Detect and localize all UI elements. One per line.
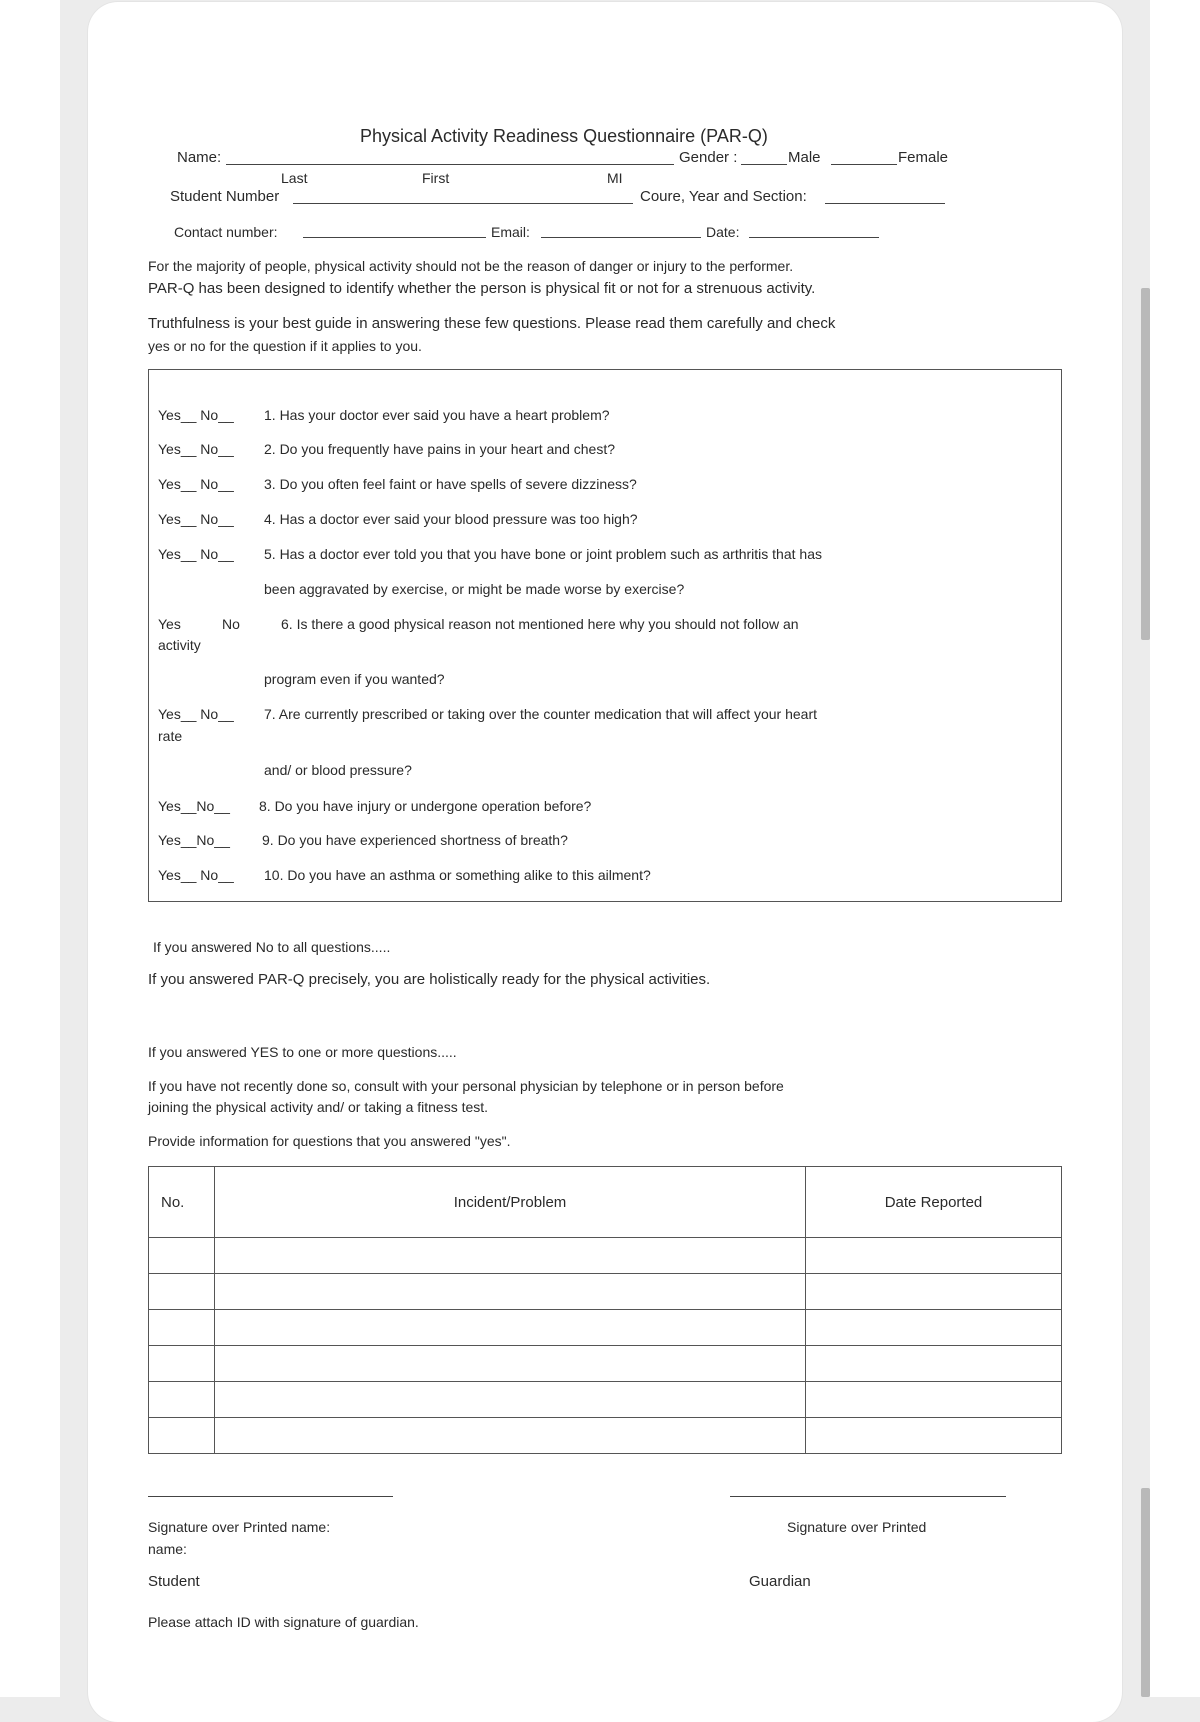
cell-no[interactable]: [149, 1310, 215, 1346]
cell-incident[interactable]: [215, 1274, 806, 1310]
date-field-line[interactable]: [749, 237, 879, 238]
q10-text: 10. Do you have an asthma or something alike to this ailment?: [264, 867, 651, 883]
q9-yes-no[interactable]: Yes__No__: [158, 832, 230, 848]
cell-no[interactable]: [149, 1238, 215, 1274]
q7-text-wrap: rate: [158, 728, 183, 744]
cell-date[interactable]: [806, 1274, 1062, 1310]
course-field-line[interactable]: [825, 203, 945, 204]
student-signature-line[interactable]: [148, 1496, 393, 1497]
cell-date[interactable]: [806, 1238, 1062, 1274]
q5-yes-no[interactable]: Yes__ No__: [158, 546, 234, 562]
scrollbar-thumb-lower[interactable]: [1141, 1488, 1150, 1697]
table-row: [149, 1382, 1062, 1418]
table-row: [149, 1238, 1062, 1274]
student-number-label: Student Number: [170, 188, 280, 205]
cell-incident[interactable]: [215, 1238, 806, 1274]
table-row: [149, 1310, 1062, 1346]
cell-date[interactable]: [806, 1310, 1062, 1346]
q5-text-continued: been aggravated by exercise, or might be made worse by exercise?: [264, 581, 685, 597]
right-margin: [1150, 0, 1200, 1697]
intro-line-2: PAR-Q has been designed to identify whether the person is physical fit or not for a strenuous activity.: [148, 280, 816, 297]
email-label: Email:: [491, 224, 530, 240]
q3-text: 3. Do you often feel faint or have spells of severe dizziness?: [264, 476, 637, 492]
cell-date[interactable]: [806, 1346, 1062, 1382]
intro-line-3: Truthfulness is your best guide in answering these few questions. Please read them carefully and check: [148, 315, 836, 332]
date-label: Date:: [706, 224, 740, 240]
cell-incident[interactable]: [215, 1346, 806, 1382]
intro-line-4: yes or no for the question if it applies to you.: [148, 338, 422, 354]
q6-no[interactable]: No: [222, 616, 240, 632]
q6-yes[interactable]: Yes: [158, 616, 181, 632]
incident-table: [148, 1166, 1062, 1454]
email-field-line[interactable]: [541, 237, 701, 238]
student-signature-label-wrap: name:: [148, 1541, 187, 1557]
form-title: Physical Activity Readiness Questionnaire (PAR-Q): [360, 126, 768, 146]
cell-no[interactable]: [149, 1418, 215, 1454]
left-margin: [0, 0, 60, 1697]
q4-yes-no[interactable]: Yes__ No__: [158, 511, 234, 527]
cell-incident[interactable]: [215, 1382, 806, 1418]
sub-label-last: Last: [281, 170, 308, 186]
guardian-role-label: Guardian: [749, 1573, 811, 1590]
yes-answers-text-2: joining the physical activity and/ or taking a fitness test.: [148, 1099, 489, 1115]
q8-yes-no[interactable]: Yes__No__: [158, 798, 230, 814]
q7-text-continued: and/ or blood pressure?: [264, 762, 412, 778]
provide-info-text: Provide information for questions that you answered "yes".: [148, 1133, 511, 1149]
table-row: [149, 1346, 1062, 1382]
cell-incident[interactable]: [215, 1418, 806, 1454]
cell-date[interactable]: [806, 1382, 1062, 1418]
attach-id-note: Please attach ID with signature of guardian.: [148, 1614, 419, 1630]
incident-table-header: [149, 1167, 1062, 1238]
col-header-incident: Incident/Problem: [215, 1167, 806, 1238]
table-row: [149, 1418, 1062, 1454]
sub-label-mi: MI: [607, 170, 623, 186]
intro-line-1: For the majority of people, physical activity should not be the reason of danger or injury to the performer.: [148, 258, 794, 274]
scrollbar-thumb[interactable]: [1141, 288, 1150, 640]
q8-text: 8. Do you have injury or undergone operation before?: [259, 798, 592, 814]
q4-text: 4. Has a doctor ever said your blood pressure was too high?: [264, 511, 638, 527]
q6-text: 6. Is there a good physical reason not mentioned here why you should not follow an: [281, 616, 799, 632]
cell-incident[interactable]: [215, 1310, 806, 1346]
no-answers-text: If you answered PAR-Q precisely, you are holistically ready for the physical activities.: [148, 971, 711, 988]
student-signature-label: Signature over Printed name:: [148, 1519, 331, 1535]
cell-date[interactable]: [806, 1418, 1062, 1454]
q1-text: 1. Has your doctor ever said you have a heart problem?: [264, 407, 610, 423]
table-row: [149, 1274, 1062, 1310]
cell-no[interactable]: [149, 1274, 215, 1310]
female-checkline[interactable]: [831, 164, 897, 165]
q6-text-continued: program even if you wanted?: [264, 671, 445, 687]
q6-text-wrap: activity: [158, 637, 201, 653]
sub-label-first: First: [422, 170, 450, 186]
q3-yes-no[interactable]: Yes__ No__: [158, 476, 234, 492]
female-label: Female: [898, 149, 949, 166]
q2-yes-no[interactable]: Yes__ No__: [158, 441, 234, 457]
student-number-field-line[interactable]: [293, 203, 633, 204]
yes-answers-text-1: If you have not recently done so, consult with your personal physician by telephone or in person before: [148, 1078, 784, 1094]
name-label: Name:: [177, 149, 222, 166]
contact-label: Contact number:: [174, 224, 278, 240]
q2-text: 2. Do you frequently have pains in your heart and chest?: [264, 441, 615, 457]
cell-no[interactable]: [149, 1382, 215, 1418]
q7-text: 7. Are currently prescribed or taking over the counter medication that will affect your heart: [264, 706, 818, 722]
no-answers-heading: If you answered No to all questions.....: [153, 939, 391, 955]
q1-yes-no[interactable]: Yes__ No__: [158, 407, 234, 423]
guardian-signature-label: Signature over Printed: [787, 1519, 927, 1535]
gender-label: Gender :: [679, 149, 738, 166]
q9-text: 9. Do you have experienced shortness of breath?: [262, 832, 568, 848]
q7-yes-no[interactable]: Yes__ No__: [158, 706, 234, 722]
cell-no[interactable]: [149, 1346, 215, 1382]
yes-answers-heading: If you answered YES to one or more questions.....: [148, 1044, 457, 1060]
q5-text: 5. Has a doctor ever told you that you have bone or joint problem such as arthritis that has: [264, 546, 822, 562]
male-checkline[interactable]: [741, 164, 787, 165]
col-header-no: No.: [149, 1167, 215, 1238]
student-role-label: Student: [148, 1573, 200, 1590]
male-label: Male: [788, 149, 821, 166]
col-header-date: Date Reported: [806, 1167, 1062, 1238]
q10-yes-no[interactable]: Yes__ No__: [158, 867, 234, 883]
guardian-signature-line[interactable]: [730, 1496, 1006, 1497]
name-field-line[interactable]: [226, 164, 674, 165]
course-label: Coure, Year and Section:: [640, 188, 807, 205]
contact-field-line[interactable]: [303, 237, 486, 238]
